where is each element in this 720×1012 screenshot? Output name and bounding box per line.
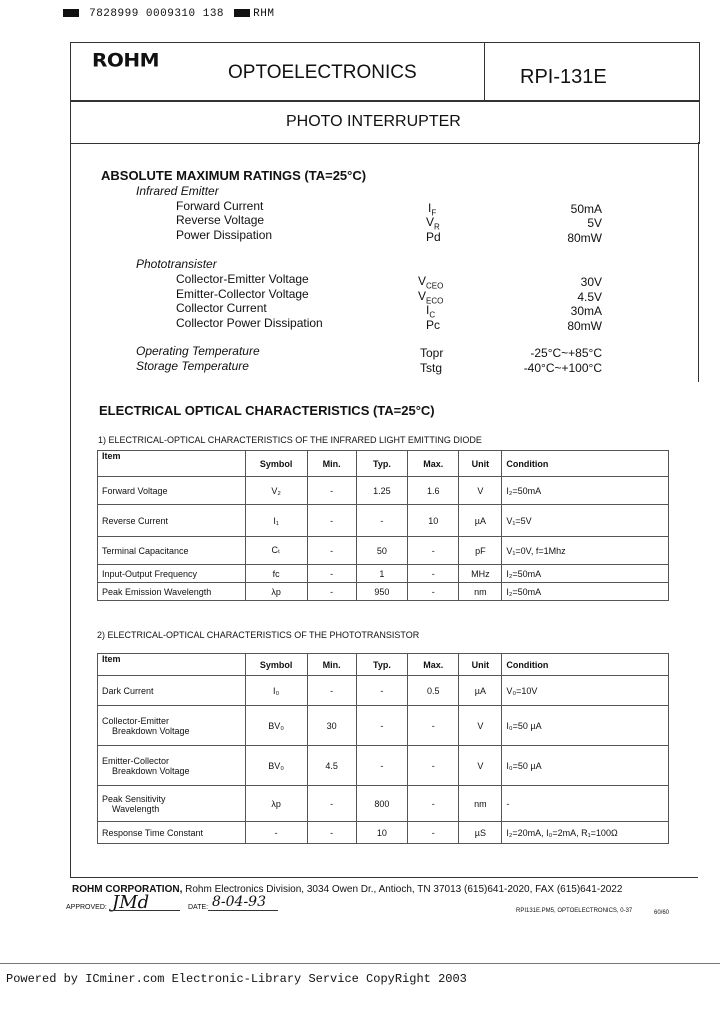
cell-unit: nm — [459, 786, 502, 822]
table-row — [98, 565, 669, 583]
rating-symbol: $V_{ECO}$ — [418, 289, 444, 306]
cell-condition: I₂=50mA — [502, 477, 669, 505]
table-row — [98, 746, 669, 786]
table-header-row — [98, 654, 669, 676]
cell-condition: I₂=50mA — [502, 565, 669, 583]
table-row — [98, 786, 669, 822]
cell-min: - — [307, 537, 356, 565]
cell-condition: - — [502, 786, 669, 822]
cell-item: Forward Voltage — [98, 477, 246, 505]
page-subtitle: PHOTO INTERRUPTER — [286, 113, 461, 130]
rohm-logo: ROHM — [92, 48, 160, 72]
cell-typ: 1.25 — [356, 477, 407, 505]
cell-unit: pF — [459, 537, 502, 565]
cell-item: Emitter-Collector Breakdown Voltage — [98, 746, 246, 786]
cell-item: Dark Current — [98, 676, 246, 706]
col-typ: Typ. — [356, 654, 407, 676]
col-typ: Typ. — [356, 451, 407, 477]
cell-item: Response Time Constant — [98, 822, 246, 844]
transistor-label: Phototransister — [136, 257, 217, 271]
cell-max: 10 — [408, 505, 459, 537]
rating-value: 50mA — [570, 202, 602, 216]
cell-min: - — [307, 786, 356, 822]
rating-symbol: $V_R$ — [426, 215, 440, 232]
cell-symbol: - — [245, 822, 307, 844]
cell-min: - — [307, 505, 356, 537]
rating-value: 30V — [580, 275, 602, 289]
table-row — [98, 676, 669, 706]
cell-unit: V — [459, 706, 502, 746]
rating-name: Collector Current — [176, 301, 267, 315]
bottom-border — [70, 877, 698, 878]
black-mark-icon — [234, 9, 250, 17]
rating-value: 5V — [587, 216, 602, 230]
cell-typ: 50 — [356, 537, 407, 565]
cell-condition: V₀=10V — [502, 676, 669, 706]
cell-symbol: BV₀ — [245, 746, 307, 786]
col-min: Min. — [307, 451, 356, 477]
col-item: Item — [98, 654, 246, 676]
approval-date: 8-04-93 — [212, 894, 266, 910]
emitter-label: Infrared Emitter — [136, 184, 219, 198]
cell-unit: V — [459, 477, 502, 505]
date-line — [208, 910, 278, 911]
temp-value: -25°C~+85°C — [530, 346, 602, 360]
cell-typ: 10 — [356, 822, 407, 844]
cell-max: - — [408, 706, 459, 746]
temp-name: Operating Temperature — [136, 344, 260, 358]
temp-name: Storage Temperature — [136, 359, 249, 373]
black-mark-icon — [63, 9, 79, 17]
rating-symbol: $V_{CEO}$ — [418, 274, 444, 291]
table-row — [98, 583, 669, 601]
scan-header — [60, 8, 274, 20]
rating-name: Collector-Emitter Voltage — [176, 272, 309, 286]
cell-symbol: BV₀ — [245, 706, 307, 746]
cell-min: - — [307, 676, 356, 706]
cell-min: - — [307, 822, 356, 844]
col-max: Max. — [408, 451, 459, 477]
category-title: OPTOELECTRONICS — [228, 62, 417, 83]
cell-unit: µA — [459, 505, 502, 537]
cell-typ: 950 — [356, 583, 407, 601]
rating-name: Collector Power Dissipation — [176, 316, 323, 330]
cell-typ: - — [356, 746, 407, 786]
divider — [0, 963, 720, 964]
table1-caption: 1) ELECTRICAL-OPTICAL CHARACTERISTICS OF THE INFRARED LIGHT EMITTING DIODE — [98, 435, 482, 445]
file-reference: RPI131E.PM5, OPTOELECTRONICS, 0-37 — [516, 908, 633, 914]
table2-caption: 2) ELECTRICAL-OPTICAL CHARACTERISTICS OF THE PHOTOTRANSISTOR — [97, 630, 420, 640]
rating-name: Reverse Voltage — [176, 213, 265, 227]
approval-signature: JMd — [112, 892, 150, 913]
led-characteristics-table — [97, 450, 669, 601]
cell-min: - — [307, 477, 356, 505]
cell-unit: nm — [459, 583, 502, 601]
left-border — [70, 142, 71, 877]
table-row — [98, 706, 669, 746]
rating-value: 80mW — [567, 231, 602, 245]
cell-symbol: λp — [245, 583, 307, 601]
rating-name: Emitter-Collector Voltage — [176, 287, 309, 301]
cell-typ: - — [356, 706, 407, 746]
cell-symbol: I₀ — [245, 676, 307, 706]
cell-item: Terminal Capacitance — [98, 537, 246, 565]
table-row — [98, 822, 669, 844]
page-reference: 60/60 — [654, 910, 670, 916]
cell-symbol: λp — [245, 786, 307, 822]
cell-max: - — [408, 583, 459, 601]
company-address: Rohm Electronics Division, 3034 Owen Dr., Antioch, TN 37013 (615)641-2020, FAX (615)641-2022 — [182, 884, 623, 895]
col-unit: Unit — [459, 451, 502, 477]
scan-brand: RHM — [253, 8, 275, 20]
cell-item: Peak Emission Wavelength — [98, 583, 246, 601]
col-symbol: Symbol — [245, 654, 307, 676]
electrical-heading: ELECTRICAL OPTICAL CHARACTERISTICS (TA=25°C) — [99, 403, 435, 418]
cell-max: - — [408, 786, 459, 822]
cell-typ: 1 — [356, 565, 407, 583]
cell-typ: 800 — [356, 786, 407, 822]
cell-condition: V₁=0V, f=1Mhz — [502, 537, 669, 565]
temp-symbol: Tstg — [420, 361, 443, 375]
cell-max: 1.6 — [408, 477, 459, 505]
temp-symbol: Topr — [420, 346, 444, 360]
cell-item: Input-Output Frequency — [98, 565, 246, 583]
temp-value: -40°C~+100°C — [523, 361, 602, 375]
rating-name: Forward Current — [176, 199, 264, 213]
company-name: ROHM CORPORATION, — [72, 884, 183, 895]
cell-item: Peak Sensitivity Wavelength — [98, 786, 246, 822]
cell-max: - — [408, 746, 459, 786]
col-max: Max. — [408, 654, 459, 676]
rating-name: Power Dissipation — [176, 228, 273, 242]
cell-typ: - — [356, 676, 407, 706]
cell-min: - — [307, 583, 356, 601]
cell-max: 0.5 — [408, 676, 459, 706]
cell-unit: µS — [459, 822, 502, 844]
cell-max: - — [408, 822, 459, 844]
part-number: RPI-131E — [520, 66, 607, 88]
col-condition: Condition — [502, 654, 669, 676]
cell-condition: V₁=5V — [502, 505, 669, 537]
rating-symbol: Pc — [426, 318, 441, 332]
cell-symbol: V₂ — [245, 477, 307, 505]
abs-max-heading: ABSOLUTE MAXIMUM RATINGS (TA=25°C) — [101, 168, 367, 183]
date-label: DATE: — [188, 904, 209, 911]
rating-symbol: Pd — [426, 230, 441, 244]
powered-by-banner: Powered by ICminer.com Electronic-Library Service CopyRight 2003 — [6, 972, 467, 986]
approved-label: APPROVED: — [66, 904, 107, 911]
cell-max: - — [408, 537, 459, 565]
table-header-row — [98, 451, 669, 477]
col-condition: Condition — [502, 451, 669, 477]
signature-line — [110, 910, 180, 911]
cell-condition: I₂=50mA — [502, 583, 669, 601]
right-border — [698, 142, 699, 382]
col-symbol: Symbol — [245, 451, 307, 477]
col-min: Min. — [307, 654, 356, 676]
col-unit: Unit — [459, 654, 502, 676]
table-row — [98, 537, 669, 565]
scan-code: 7828999 0009310 138 — [89, 8, 225, 20]
cell-condition: I₀=50 µA — [502, 706, 669, 746]
cell-symbol: fc — [245, 565, 307, 583]
table-row — [98, 477, 669, 505]
company-footer — [72, 884, 622, 895]
cell-unit: V — [459, 746, 502, 786]
table-row — [98, 505, 669, 537]
rating-value: 80mW — [567, 319, 602, 333]
rating-symbol: $I_C$ — [426, 303, 436, 320]
cell-condition: I₀=50 µA — [502, 746, 669, 786]
cell-condition: I₂=20mA, I₀=2mA, R₁=100Ω — [502, 822, 669, 844]
rating-symbol: $I_F$ — [428, 201, 437, 218]
cell-item: Reverse Current — [98, 505, 246, 537]
cell-typ: - — [356, 505, 407, 537]
cell-unit: MHz — [459, 565, 502, 583]
cell-symbol: I₁ — [245, 505, 307, 537]
rating-value: 4.5V — [577, 290, 602, 304]
cell-min: 30 — [307, 706, 356, 746]
cell-unit: µA — [459, 676, 502, 706]
cell-min: - — [307, 565, 356, 583]
col-item: Item — [98, 451, 246, 477]
cell-item: Collector-Emitter Breakdown Voltage — [98, 706, 246, 746]
phototransistor-table — [97, 653, 669, 844]
cell-min: 4.5 — [307, 746, 356, 786]
cell-symbol: Cₜ — [245, 537, 307, 565]
rating-value: 30mA — [570, 304, 602, 318]
cell-max: - — [408, 565, 459, 583]
